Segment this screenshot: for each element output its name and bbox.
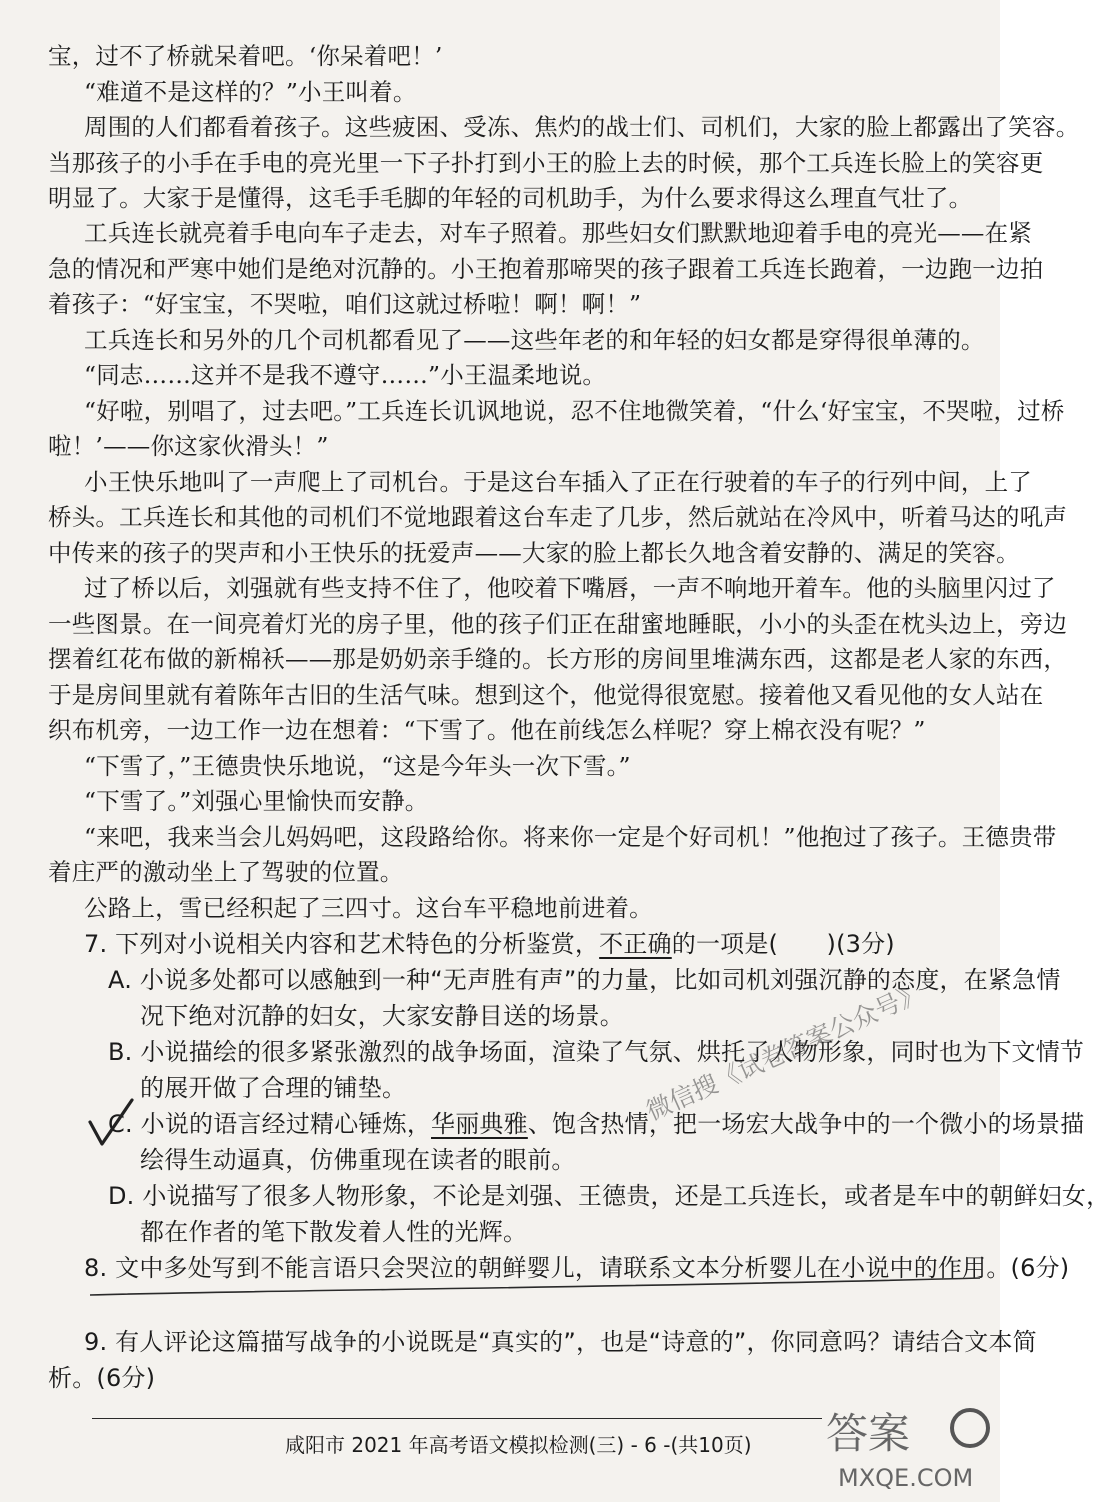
text-line: 公路上，雪已经积起了三四寸。这台车平稳地前进着。 [84,894,653,922]
text-line: “下雪了。”刘强心里愉快而安静。 [84,787,429,815]
option-c-line-1 [108,1106,1084,1142]
text-line: 着庄严的激动坐上了驾驶的位置。 [48,858,404,886]
text-line: 急的情况和严寒中她们是绝对沉静的。小王抱着那啼哭的孩子跟着工兵连长跑着，一边跑一边拍 [48,255,1044,283]
option-c-text: C. 小说的语言经过精心锤炼， [108,1110,432,1138]
option-d-line-1: D. 小说描写了很多人物形象，不论是刘强、王德贵，还是工兵连长，或者是车中的朝鲜妇女， [108,1182,1110,1210]
question-7-stem-text: 7. 下列对小说相关内容和艺术特色的分析鉴赏， [84,930,600,958]
text-line: 当那孩子的小手在手电的亮光里一下子扑打到小王的脸上去的时候，那个工兵连长脸上的笑容更 [48,149,1044,177]
question-7-stem [84,926,895,962]
text-line: 摆着红花布做的新棉袄——那是奶奶亲手缝的。长方形的房间里堆满东西，这都是老人家的东西， [48,645,1068,673]
question-9-line-2: 析。(6分) [48,1364,156,1392]
text-line: “同志……这并不是我不遵守……”小王温柔地说。 [84,361,607,389]
option-a-line-1: A. 小说多处都可以感触到一种“无声胜有声”的力量，比如司机刘强沉静的态度，在紧急情 [108,966,1061,994]
handwritten-check-mark-icon [84,1096,138,1150]
answer-line [92,1418,822,1419]
text-line: 着孩子：“好宝宝，不哭啦，咱们这就过桥啦！啊！啊！” [48,290,642,318]
watermark: 微信搜《试卷答案公众号》 [642,977,928,1127]
logo-text-top: 答案 [826,1409,911,1458]
option-b-line-1: B. 小说描绘的很多紧张激烈的战争场面，渲染了气氛、烘托了人物形象，同时也为下文情节 [108,1038,1085,1066]
text-line: “难道不是这样的？”小王叫着。 [84,78,417,106]
text-line: 工兵连长和另外的几个司机都看见了——这些年老的和年轻的妇女都是穿得很单薄的。 [84,326,985,354]
text-line: 于是房间里就有着陈年古旧的生活气味。想到这个，他觉得很宽慰。接着他又看见他的女人站在 [48,681,1044,709]
text-line: “下雪了，”王德贵快乐地说，“这是今年头一次下雪。” [84,752,631,780]
question-7-stem-tail: 的一项是( )(3分) [671,930,895,958]
option-d-line-2: 都在作者的笔下散发着人性的光辉。 [140,1218,528,1246]
text-line: “好啦，别唱了，过去吧。”工兵连长讥讽地说，忍不住地微笑着，“什么‘好宝宝，不哭啦，过桥 [84,397,1065,425]
text-line: 工兵连长就亮着手电向车子走去，对车子照着。那些妇女们默默地迎着手电的亮光——在紧 [84,219,1032,247]
option-c-text-tail: 、饱含热情，把一场宏大战争中的一个微小的场景描 [527,1110,1085,1138]
option-b-line-2: 的展开做了合理的铺垫。 [140,1074,407,1102]
text-line: 啦！’——你这家伙滑头！” [48,432,329,460]
option-c-underlined-phrase: 华丽典雅 [431,1110,528,1138]
question-8: 8. 文中多处写到不能言语只会哭泣的朝鲜婴儿，请联系文本分析婴儿在小说中的作用。(6分) [84,1254,1070,1282]
text-line: 一些图景。在一间亮着灯光的房子里，他的孩子们正在甜蜜地睡眠，小小的头歪在枕头边上，旁边 [48,610,1068,638]
site-logo [820,1400,990,1492]
text-line: 中传来的孩子的哭声和小王快乐的抚爱声——大家的脸上都长久地含着安静的、满足的笑容。 [48,539,1020,567]
text-line: 织布机旁，一边工作一边在想着：“下雪了。他在前线怎么样呢？穿上棉衣没有呢？” [48,716,926,744]
text-line: 周围的人们都看着孩子。这些疲困、受冻、焦灼的战士们、司机们，大家的脸上都露出了笑容。 [84,113,1080,141]
question-9-line-1: 9. 有人评论这篇描写战争的小说既是“真实的”，也是“诗意的”，你同意吗？请结合文本简 [84,1328,1037,1356]
answer-lines [90,1190,990,1320]
text-line: 宝，过不了桥就呆着吧。‘你呆着吧！’ [48,42,443,70]
text-line: 小王快乐地叫了一声爬上了司机台。于是这台车插入了正在行驶着的车子的行列中间，上了 [84,468,1032,496]
question-7-underlined-keyword: 不正确 [599,930,672,958]
text-line: 明显了。大家于是懂得，这毛手毛脚的年轻的司机助手，为什么要求得这么理直气壮了。 [48,184,973,212]
text-line: “来吧，我来当会儿妈妈吧，这段路给你。将来你一定是个好司机！”他抱过了孩子。王德贵带 [84,823,1057,851]
page-footer: 咸阳市 2021 年高考语文模拟检测(三) - 6 -(共10页) [285,1433,752,1457]
option-c-line-2: 绘得生动逼真，仿佛重现在读者的眼前。 [140,1146,576,1174]
text-line: 桥头。工兵连长和其他的司机们不觉地跟着这台车走了几步，然后就站在冷风中，听着马达的吼声 [48,503,1068,531]
option-a-line-2: 况下绝对沉静的妇女，大家安静目送的场景。 [140,1002,624,1030]
logo-text-bottom: MXQE.COM [838,1464,974,1492]
text-line: 过了桥以后，刘强就有些支持不住了，他咬着下嘴唇，一声不响地开着车。他的头脑里闪过了 [84,574,1056,602]
